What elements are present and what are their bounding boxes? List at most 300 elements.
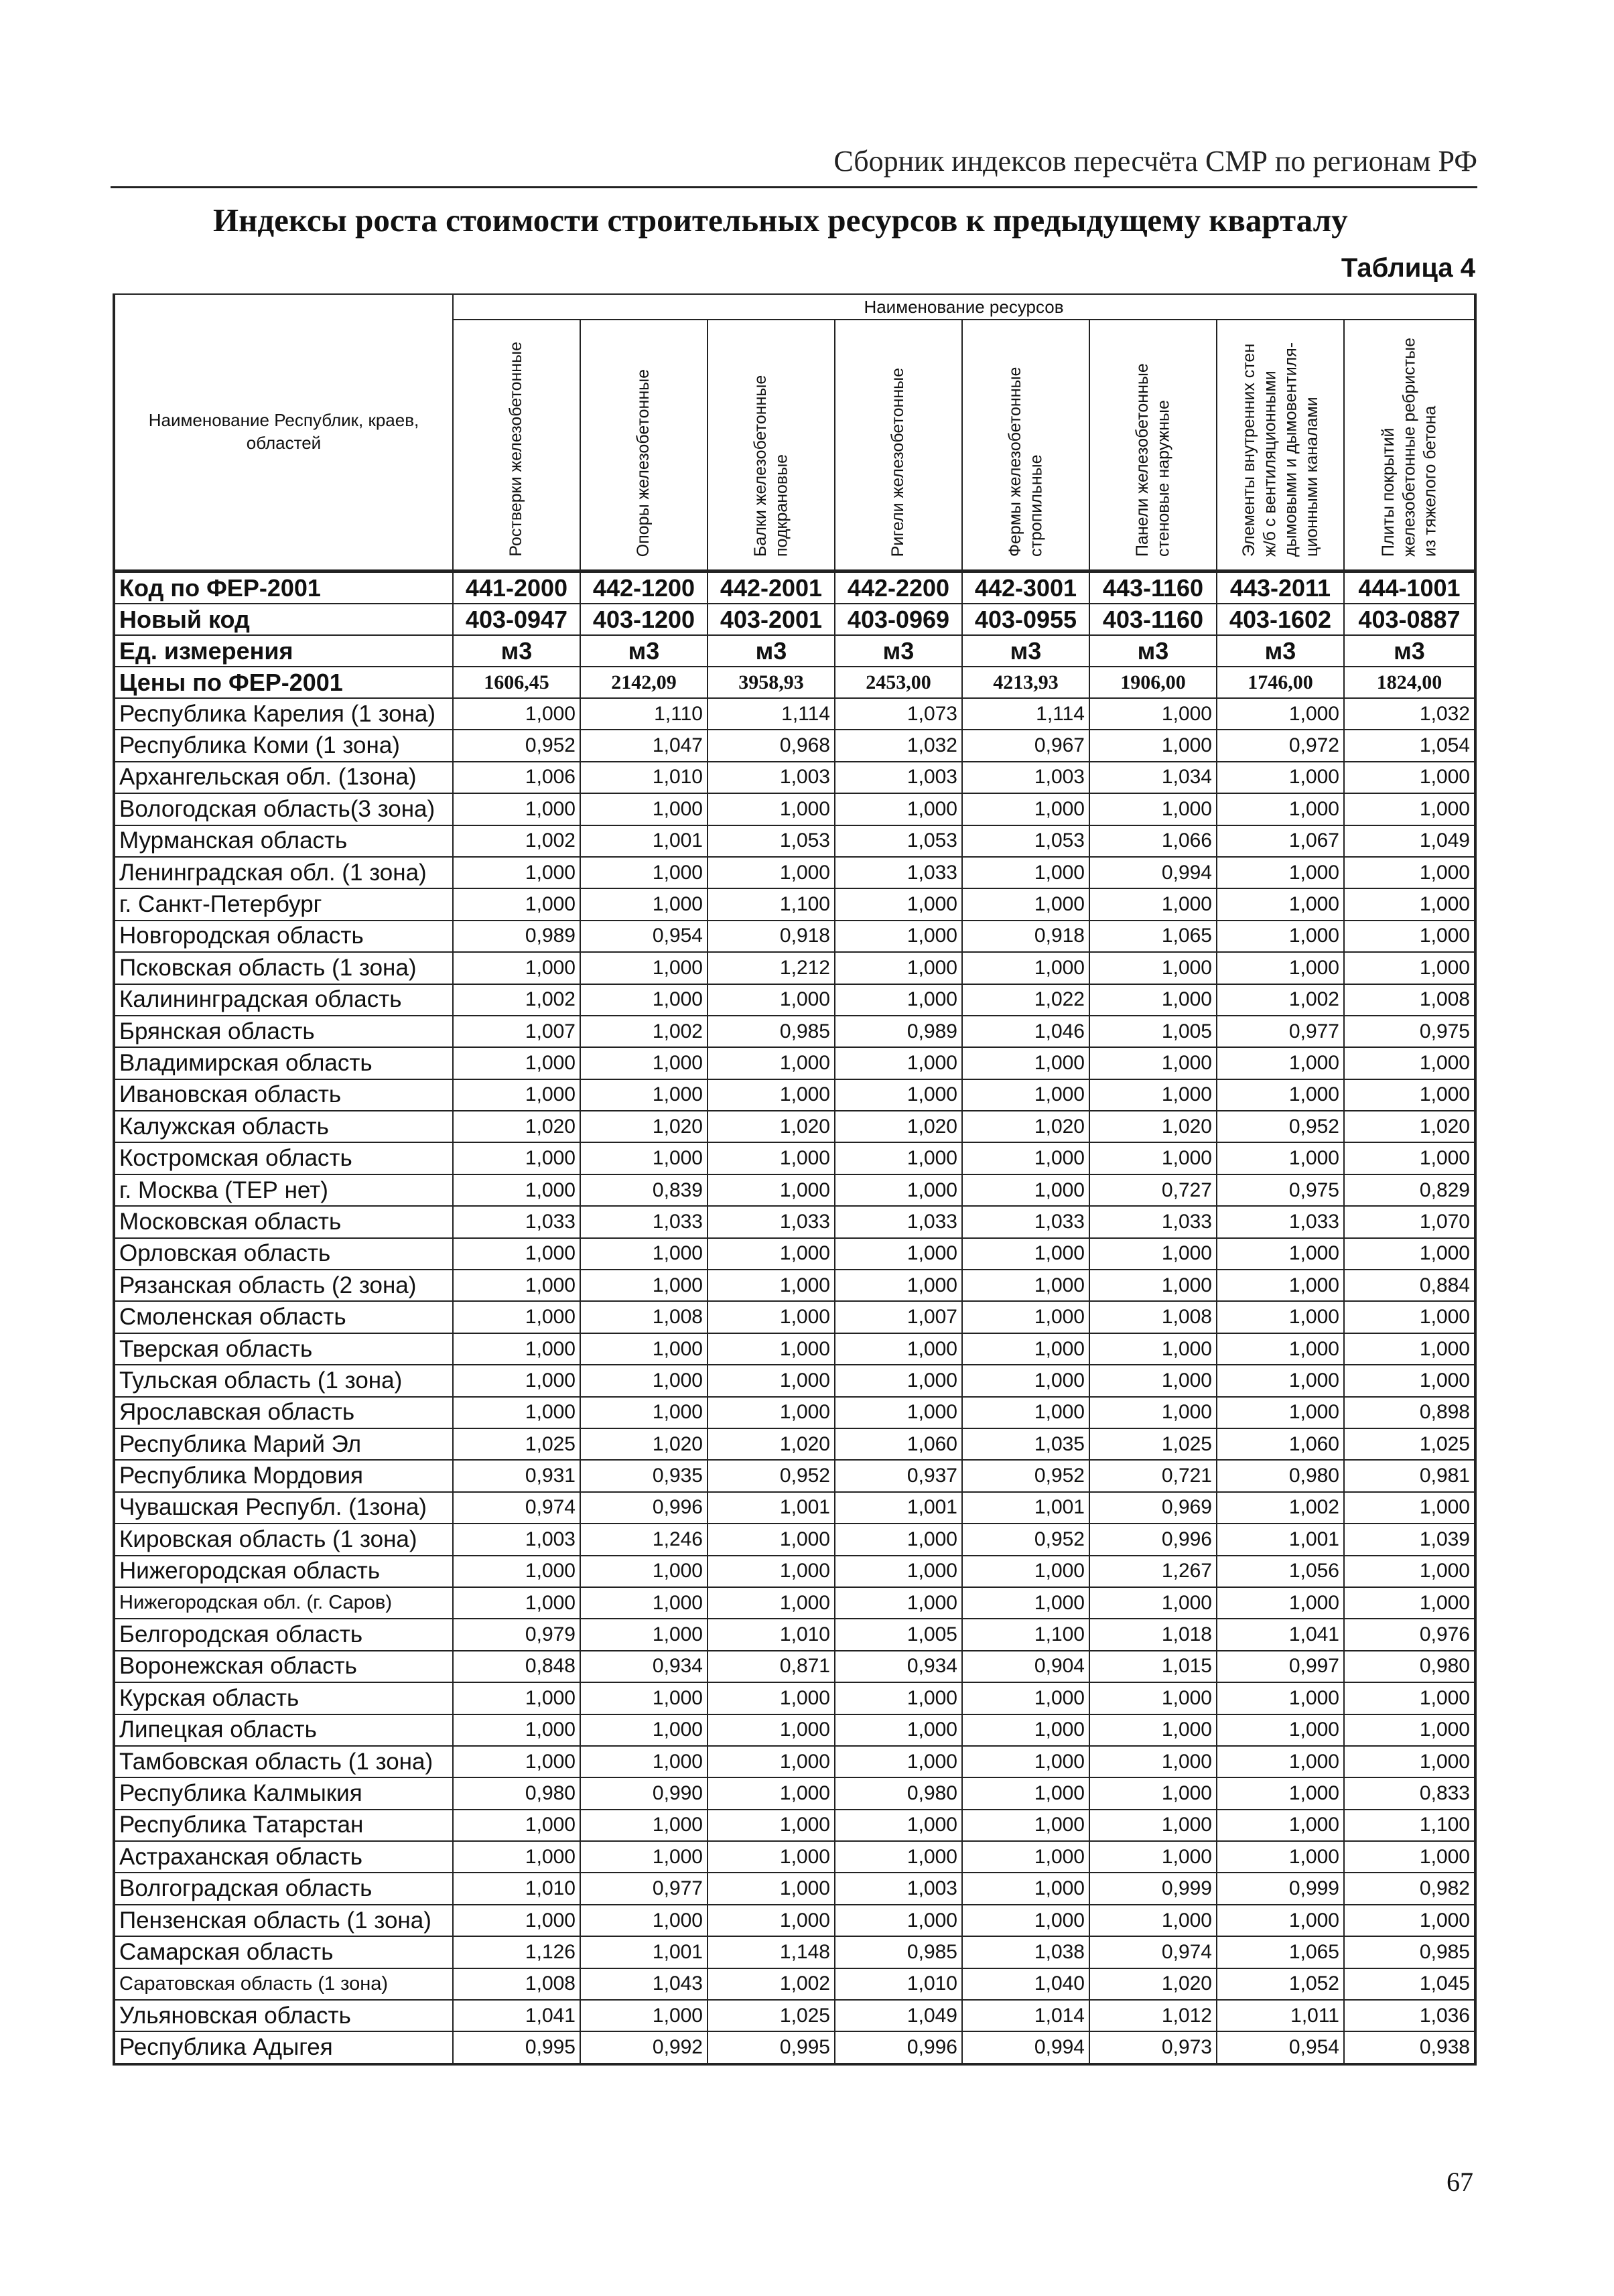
index-value-cell: 1,000 <box>962 1270 1089 1301</box>
table-row <box>114 1968 1475 2000</box>
index-value-cell: 0,980 <box>835 1777 962 1809</box>
index-value-cell: 1,000 <box>580 1619 708 1650</box>
table-row <box>114 1905 1475 1936</box>
region-name: Нижегородская область <box>114 1556 453 1587</box>
index-value-cell: 0,994 <box>1089 857 1217 888</box>
index-value-cell: 1,000 <box>580 1714 708 1746</box>
index-value-cell: 1,000 <box>708 984 835 1016</box>
index-value-cell: 1,000 <box>580 1142 708 1174</box>
meta-cell: м3 <box>962 635 1089 667</box>
index-value-cell: 1,000 <box>1217 1587 1344 1619</box>
index-value-cell: 1,000 <box>1217 698 1344 730</box>
index-value-cell: 0,995 <box>708 2031 835 2064</box>
index-value-cell: 0,977 <box>1217 1016 1344 1047</box>
index-value-cell: 1,053 <box>708 825 835 857</box>
index-value-cell: 0,979 <box>453 1619 580 1650</box>
index-value-cell: 0,989 <box>453 921 580 952</box>
index-value-cell: 1,025 <box>1344 1428 1475 1460</box>
index-value-cell: 1,007 <box>453 1016 580 1047</box>
table-row <box>114 984 1475 1016</box>
index-value-cell: 0,996 <box>1089 1524 1217 1555</box>
meta-row <box>114 667 1475 698</box>
index-value-cell: 1,025 <box>453 1428 580 1460</box>
meta-cell: 2142,09 <box>580 667 708 698</box>
index-value-cell: 1,025 <box>1089 1428 1217 1460</box>
index-value-cell: 1,000 <box>1344 888 1475 920</box>
index-value-cell: 1,000 <box>962 1777 1089 1809</box>
meta-cell: 441-2000 <box>453 571 580 604</box>
region-name: Республика Коми (1 зона) <box>114 730 453 761</box>
index-value-cell: 1,000 <box>708 1142 835 1174</box>
index-value-cell: 1,000 <box>453 1174 580 1206</box>
table-row <box>114 1047 1475 1079</box>
table-row <box>114 1206 1475 1237</box>
index-value-cell: 1,033 <box>962 1206 1089 1237</box>
index-value-cell: 1,000 <box>580 1682 708 1714</box>
index-value-cell: 1,000 <box>453 857 580 888</box>
region-name: Смоленская область <box>114 1301 453 1333</box>
meta-cell: 1606,45 <box>453 667 580 698</box>
index-value-cell: 1,065 <box>1089 921 1217 952</box>
index-value-cell: 1,045 <box>1344 1968 1475 2000</box>
index-value-cell: 1,000 <box>835 952 962 984</box>
index-value-cell: 1,000 <box>580 1333 708 1365</box>
region-name: Псковская область (1 зона) <box>114 952 453 984</box>
index-value-cell: 1,015 <box>1089 1651 1217 1682</box>
index-value-cell: 1,000 <box>708 1301 835 1333</box>
index-value-cell: 1,000 <box>453 1556 580 1587</box>
index-value-cell: 1,000 <box>708 1841 835 1873</box>
index-value-cell: 1,114 <box>962 698 1089 730</box>
index-value-cell: 0,981 <box>1344 1460 1475 1491</box>
index-value-cell: 1,000 <box>1217 857 1344 888</box>
index-value-cell: 1,114 <box>708 698 835 730</box>
resource-column-header <box>835 320 962 571</box>
index-value-cell: 1,020 <box>1089 1111 1217 1142</box>
index-value-cell: 1,000 <box>962 1556 1089 1587</box>
index-value-cell: 1,000 <box>962 1397 1089 1428</box>
index-value-cell: 1,000 <box>1344 1142 1475 1174</box>
index-value-cell: 1,000 <box>1344 1365 1475 1396</box>
table-row <box>114 1524 1475 1555</box>
index-value-cell: 0,996 <box>835 2031 962 2064</box>
index-value-cell: 1,100 <box>708 888 835 920</box>
index-value-cell: 1,000 <box>580 1238 708 1270</box>
meta-row-label: Цены по ФЕР-2001 <box>114 667 453 698</box>
index-value-cell: 1,010 <box>708 1619 835 1650</box>
table-row <box>114 1746 1475 1777</box>
region-name: Республика Татарстан <box>114 1810 453 1841</box>
region-name: Владимирская область <box>114 1047 453 1079</box>
index-value-cell: 0,976 <box>1344 1619 1475 1650</box>
resource-column-label: Ригели железобетонные <box>888 367 908 557</box>
index-value-cell: 1,110 <box>580 698 708 730</box>
region-name: Брянская область <box>114 1016 453 1047</box>
index-value-cell: 0,727 <box>1089 1174 1217 1206</box>
index-value-cell: 1,000 <box>835 1841 962 1873</box>
region-name: Республика Мордовия <box>114 1460 453 1491</box>
region-name: Вологодская область(3 зона) <box>114 793 453 825</box>
index-value-cell: 0,904 <box>962 1651 1089 1682</box>
collection-title: Сборник индексов пересчёта СМР по регионам РФ <box>833 145 1477 178</box>
table-row <box>114 1301 1475 1333</box>
index-value-cell: 1,000 <box>453 1365 580 1396</box>
resource-column-label: Элементы внутренних стен ж/б с вентиляционными дымовыми и дымовентиля-ционными каналами <box>1239 342 1321 557</box>
index-value-cell: 1,000 <box>453 1905 580 1936</box>
index-value-cell: 1,000 <box>453 888 580 920</box>
index-value-cell: 0,935 <box>580 1460 708 1491</box>
index-value-cell: 1,000 <box>962 1714 1089 1746</box>
index-value-cell: 1,000 <box>835 1587 962 1619</box>
meta-row-label: Новый код <box>114 604 453 635</box>
meta-cell: 442-1200 <box>580 571 708 604</box>
index-value-cell: 1,008 <box>1344 984 1475 1016</box>
index-value-cell: 1,056 <box>1217 1556 1344 1587</box>
index-value-cell: 1,000 <box>708 1174 835 1206</box>
index-value-cell: 1,000 <box>962 1174 1089 1206</box>
index-value-cell: 1,003 <box>835 1873 962 1904</box>
index-value-cell: 1,000 <box>962 1682 1089 1714</box>
index-value-cell: 0,980 <box>1217 1460 1344 1491</box>
index-value-cell: 1,007 <box>835 1301 962 1333</box>
index-value-cell: 1,000 <box>1217 762 1344 793</box>
index-value-cell: 1,000 <box>580 1397 708 1428</box>
meta-cell: 403-2001 <box>708 604 835 635</box>
index-value-cell: 1,000 <box>1089 1841 1217 1873</box>
index-value-cell: 1,000 <box>453 1682 580 1714</box>
index-value-cell: 1,000 <box>835 921 962 952</box>
index-value-cell: 1,000 <box>453 1079 580 1111</box>
index-value-cell: 1,000 <box>453 1301 580 1333</box>
table-row <box>114 2031 1475 2064</box>
index-value-cell: 1,000 <box>1217 1047 1344 1079</box>
index-value-cell: 1,000 <box>1217 1905 1344 1936</box>
index-value-cell: 1,038 <box>962 1936 1089 1968</box>
index-value-cell: 1,000 <box>1217 793 1344 825</box>
index-value-cell: 1,033 <box>453 1206 580 1237</box>
index-value-cell: 1,000 <box>453 1047 580 1079</box>
index-value-cell: 1,000 <box>1089 888 1217 920</box>
index-value-cell: 0,952 <box>453 730 580 761</box>
region-name: Московская область <box>114 1206 453 1237</box>
index-value-cell: 0,972 <box>1217 730 1344 761</box>
index-value-cell: 1,000 <box>1344 1079 1475 1111</box>
meta-cell: м3 <box>1089 635 1217 667</box>
region-name: Республика Адыгея <box>114 2031 453 2064</box>
meta-cell: м3 <box>453 635 580 667</box>
region-name: Белгородская область <box>114 1619 453 1650</box>
index-value-cell: 1,000 <box>1344 1556 1475 1587</box>
header-divider <box>111 186 1477 188</box>
table-row <box>114 1365 1475 1396</box>
index-value-cell: 1,000 <box>453 1714 580 1746</box>
index-value-cell: 1,000 <box>835 1524 962 1555</box>
index-value-cell: 1,000 <box>1217 1270 1344 1301</box>
index-value-cell: 1,000 <box>708 1238 835 1270</box>
index-value-cell: 0,848 <box>453 1651 580 1682</box>
index-value-cell: 1,010 <box>580 762 708 793</box>
index-value-cell: 1,000 <box>580 857 708 888</box>
meta-row <box>114 635 1475 667</box>
region-name: Тамбовская область (1 зона) <box>114 1746 453 1777</box>
index-value-cell: 1,020 <box>580 1111 708 1142</box>
resource-column-header <box>1344 320 1475 571</box>
index-value-cell: 1,267 <box>1089 1556 1217 1587</box>
index-value-cell: 1,000 <box>835 793 962 825</box>
document-title: Индексы роста стоимости строительных ресурсов к предыдущему кварталу <box>213 202 1348 239</box>
index-value-cell: 1,073 <box>835 698 962 730</box>
index-value-cell: 1,000 <box>708 1810 835 1841</box>
index-value-cell: 1,000 <box>453 1333 580 1365</box>
index-value-cell: 1,000 <box>580 1270 708 1301</box>
index-value-cell: 1,000 <box>708 1397 835 1428</box>
table-row <box>114 1142 1475 1174</box>
index-value-cell: 1,000 <box>1089 1714 1217 1746</box>
index-value-cell: 1,041 <box>453 2000 580 2031</box>
resource-column-header <box>1089 320 1217 571</box>
meta-cell: 403-0955 <box>962 604 1089 635</box>
index-value-cell: 1,000 <box>962 1810 1089 1841</box>
index-value-cell: 1,000 <box>1089 1333 1217 1365</box>
table-row <box>114 1397 1475 1428</box>
table-row <box>114 793 1475 825</box>
index-value-cell: 1,000 <box>1089 1746 1217 1777</box>
index-value-cell: 1,000 <box>1217 1238 1344 1270</box>
index-value-cell: 1,002 <box>708 1968 835 2000</box>
index-value-cell: 0,980 <box>453 1777 580 1809</box>
index-value-cell: 1,000 <box>1344 793 1475 825</box>
index-value-cell: 0,982 <box>1344 1873 1475 1904</box>
index-value-cell: 1,000 <box>1217 952 1344 984</box>
index-value-cell: 1,053 <box>835 825 962 857</box>
index-value-cell: 1,002 <box>453 984 580 1016</box>
index-value-cell: 1,065 <box>1217 1936 1344 1968</box>
index-value-cell: 1,020 <box>708 1428 835 1460</box>
table-row <box>114 1556 1475 1587</box>
table-row <box>114 1714 1475 1746</box>
index-value-cell: 1,000 <box>1217 1142 1344 1174</box>
region-name: Республика Карелия (1 зона) <box>114 698 453 730</box>
index-value-cell: 1,006 <box>453 762 580 793</box>
index-value-cell: 0,934 <box>835 1651 962 1682</box>
index-value-cell: 1,033 <box>1089 1206 1217 1237</box>
index-value-cell: 0,975 <box>1344 1016 1475 1047</box>
table-row <box>114 762 1475 793</box>
meta-cell: 403-0969 <box>835 604 962 635</box>
index-value-cell: 1,003 <box>453 1524 580 1555</box>
index-value-cell: 1,000 <box>1089 1270 1217 1301</box>
resource-column-label: Фермы железобетонные стропильные <box>1005 366 1045 557</box>
index-value-cell: 1,001 <box>835 1492 962 1524</box>
meta-cell: м3 <box>835 635 962 667</box>
index-value-cell: 1,000 <box>1344 1905 1475 1936</box>
index-value-cell: 1,246 <box>580 1524 708 1555</box>
region-name: г. Санкт-Петербург <box>114 888 453 920</box>
region-name: Калужская область <box>114 1111 453 1142</box>
index-value-cell: 1,000 <box>962 952 1089 984</box>
index-value-cell: 1,001 <box>708 1492 835 1524</box>
index-value-cell: 1,000 <box>708 1270 835 1301</box>
meta-cell: 1746,00 <box>1217 667 1344 698</box>
region-name: Кировская область (1 зона) <box>114 1524 453 1555</box>
table-row <box>114 2000 1475 2031</box>
index-value-cell: 1,000 <box>708 1524 835 1555</box>
resource-column-label: Панели железобетонные стеновые наружные <box>1132 363 1172 557</box>
index-value-cell: 1,000 <box>453 1841 580 1873</box>
index-value-cell: 1,000 <box>580 1047 708 1079</box>
index-value-cell: 1,000 <box>962 1079 1089 1111</box>
meta-cell: 2453,00 <box>835 667 962 698</box>
index-value-cell: 0,992 <box>580 2031 708 2064</box>
index-value-cell: 1,060 <box>1217 1428 1344 1460</box>
index-value-cell: 1,000 <box>453 952 580 984</box>
index-value-cell: 0,985 <box>708 1016 835 1047</box>
index-value-cell: 0,839 <box>580 1174 708 1206</box>
index-value-cell: 1,000 <box>453 1270 580 1301</box>
index-value-cell: 1,000 <box>453 1810 580 1841</box>
index-value-cell: 1,000 <box>1089 1238 1217 1270</box>
meta-cell: 442-3001 <box>962 571 1089 604</box>
index-value-cell: 0,898 <box>1344 1397 1475 1428</box>
index-value-cell: 1,000 <box>1344 1746 1475 1777</box>
index-value-cell: 1,053 <box>962 825 1089 857</box>
index-value-cell: 0,985 <box>1344 1936 1475 1968</box>
index-value-cell: 0,999 <box>1089 1873 1217 1904</box>
region-name: Калининградская область <box>114 984 453 1016</box>
index-value-cell: 1,000 <box>708 1746 835 1777</box>
index-value-cell: 1,020 <box>453 1111 580 1142</box>
index-value-cell: 1,003 <box>962 762 1089 793</box>
table-row <box>114 1238 1475 1270</box>
index-value-cell: 1,002 <box>1217 1492 1344 1524</box>
region-name: Новгородская область <box>114 921 453 952</box>
index-value-cell: 1,000 <box>1217 1682 1344 1714</box>
index-value-cell: 0,833 <box>1344 1777 1475 1809</box>
index-value-cell: 1,000 <box>835 1746 962 1777</box>
meta-cell: 403-1160 <box>1089 604 1217 635</box>
index-value-cell: 1,010 <box>453 1873 580 1904</box>
region-name: Архангельская обл. (1зона) <box>114 762 453 793</box>
index-value-cell: 0,937 <box>835 1460 962 1491</box>
index-value-cell: 1,000 <box>1217 1714 1344 1746</box>
index-value-cell: 1,033 <box>1217 1206 1344 1237</box>
index-value-cell: 1,000 <box>453 1238 580 1270</box>
index-value-cell: 1,000 <box>1089 1365 1217 1396</box>
index-value-cell: 0,973 <box>1089 2031 1217 2064</box>
index-value-cell: 1,000 <box>1344 1682 1475 1714</box>
table-row <box>114 888 1475 920</box>
index-value-cell: 0,974 <box>1089 1936 1217 1968</box>
index-value-cell: 1,000 <box>708 1873 835 1904</box>
index-value-cell: 0,918 <box>962 921 1089 952</box>
index-value-cell: 1,000 <box>1344 952 1475 984</box>
index-value-cell: 1,002 <box>453 825 580 857</box>
index-value-cell: 1,041 <box>1217 1619 1344 1650</box>
index-value-cell: 1,046 <box>962 1016 1089 1047</box>
index-value-cell: 1,000 <box>1217 1777 1344 1809</box>
index-value-cell: 1,035 <box>962 1428 1089 1460</box>
region-name: Ивановская область <box>114 1079 453 1111</box>
table-row <box>114 857 1475 888</box>
region-name: г. Москва (ТЕР нет) <box>114 1174 453 1206</box>
index-value-cell: 0,938 <box>1344 2031 1475 2064</box>
index-value-cell: 0,995 <box>453 2031 580 2064</box>
index-value-cell: 1,000 <box>708 1333 835 1365</box>
index-value-cell: 1,033 <box>708 1206 835 1237</box>
table-row <box>114 1682 1475 1714</box>
resource-index-table <box>113 293 1477 2066</box>
index-value-cell: 1,033 <box>835 1206 962 1237</box>
index-value-cell: 0,975 <box>1217 1174 1344 1206</box>
index-value-cell: 1,000 <box>580 2000 708 2031</box>
region-name: Тульская область (1 зона) <box>114 1365 453 1396</box>
index-value-cell: 1,000 <box>835 1270 962 1301</box>
index-value-cell: 0,952 <box>1217 1111 1344 1142</box>
index-value-cell: 1,000 <box>1089 952 1217 984</box>
meta-cell: 3958,93 <box>708 667 835 698</box>
index-value-cell: 1,000 <box>1344 1238 1475 1270</box>
index-value-cell: 1,126 <box>453 1936 580 1968</box>
index-value-cell: 1,000 <box>708 1682 835 1714</box>
index-value-cell: 1,000 <box>962 857 1089 888</box>
region-name: Ярославская область <box>114 1397 453 1428</box>
resource-column-label: Плиты покрытий железобетонные ребристые из тяжелого бетона <box>1378 338 1440 557</box>
index-value-cell: 1,000 <box>708 793 835 825</box>
meta-row-label: Код по ФЕР-2001 <box>114 571 453 604</box>
meta-row <box>114 571 1475 604</box>
index-value-cell: 1,000 <box>1089 793 1217 825</box>
meta-cell: 4213,93 <box>962 667 1089 698</box>
region-name: Республика Калмыкия <box>114 1777 453 1809</box>
index-value-cell: 0,977 <box>580 1873 708 1904</box>
region-name: Костромская область <box>114 1142 453 1174</box>
table-row <box>114 730 1475 761</box>
meta-cell: 443-2011 <box>1217 571 1344 604</box>
index-value-cell: 1,067 <box>1217 825 1344 857</box>
table-row <box>114 1428 1475 1460</box>
index-value-cell: 0,999 <box>1217 1873 1344 1904</box>
table-row <box>114 1873 1475 1904</box>
index-value-cell: 1,003 <box>708 762 835 793</box>
index-value-cell: 1,000 <box>580 1587 708 1619</box>
index-value-cell: 1,000 <box>835 1238 962 1270</box>
index-value-cell: 1,000 <box>835 1142 962 1174</box>
resource-column-label: Балки железобетонные подкрановые <box>750 375 791 557</box>
resource-column-header <box>580 320 708 571</box>
index-value-cell: 1,020 <box>1089 1968 1217 2000</box>
index-value-cell: 1,000 <box>580 1556 708 1587</box>
index-value-cell: 1,022 <box>962 984 1089 1016</box>
index-value-cell: 0,918 <box>708 921 835 952</box>
index-value-cell: 1,008 <box>453 1968 580 2000</box>
index-value-cell: 1,000 <box>708 1905 835 1936</box>
meta-cell: 442-2001 <box>708 571 835 604</box>
index-value-cell: 0,871 <box>708 1651 835 1682</box>
index-value-cell: 0,985 <box>835 1936 962 1968</box>
index-value-cell: 1,000 <box>962 1587 1089 1619</box>
index-value-cell: 0,952 <box>962 1524 1089 1555</box>
table-row <box>114 1936 1475 1968</box>
index-value-cell: 1,000 <box>708 1587 835 1619</box>
index-value-cell: 1,034 <box>1089 762 1217 793</box>
index-value-cell: 1,002 <box>580 1016 708 1047</box>
index-value-cell: 0,954 <box>1217 2031 1344 2064</box>
index-value-cell: 0,884 <box>1344 1270 1475 1301</box>
index-value-cell: 1,000 <box>962 1365 1089 1396</box>
meta-cell: 403-0947 <box>453 604 580 635</box>
index-value-cell: 0,952 <box>962 1460 1089 1491</box>
meta-cell: 403-1602 <box>1217 604 1344 635</box>
